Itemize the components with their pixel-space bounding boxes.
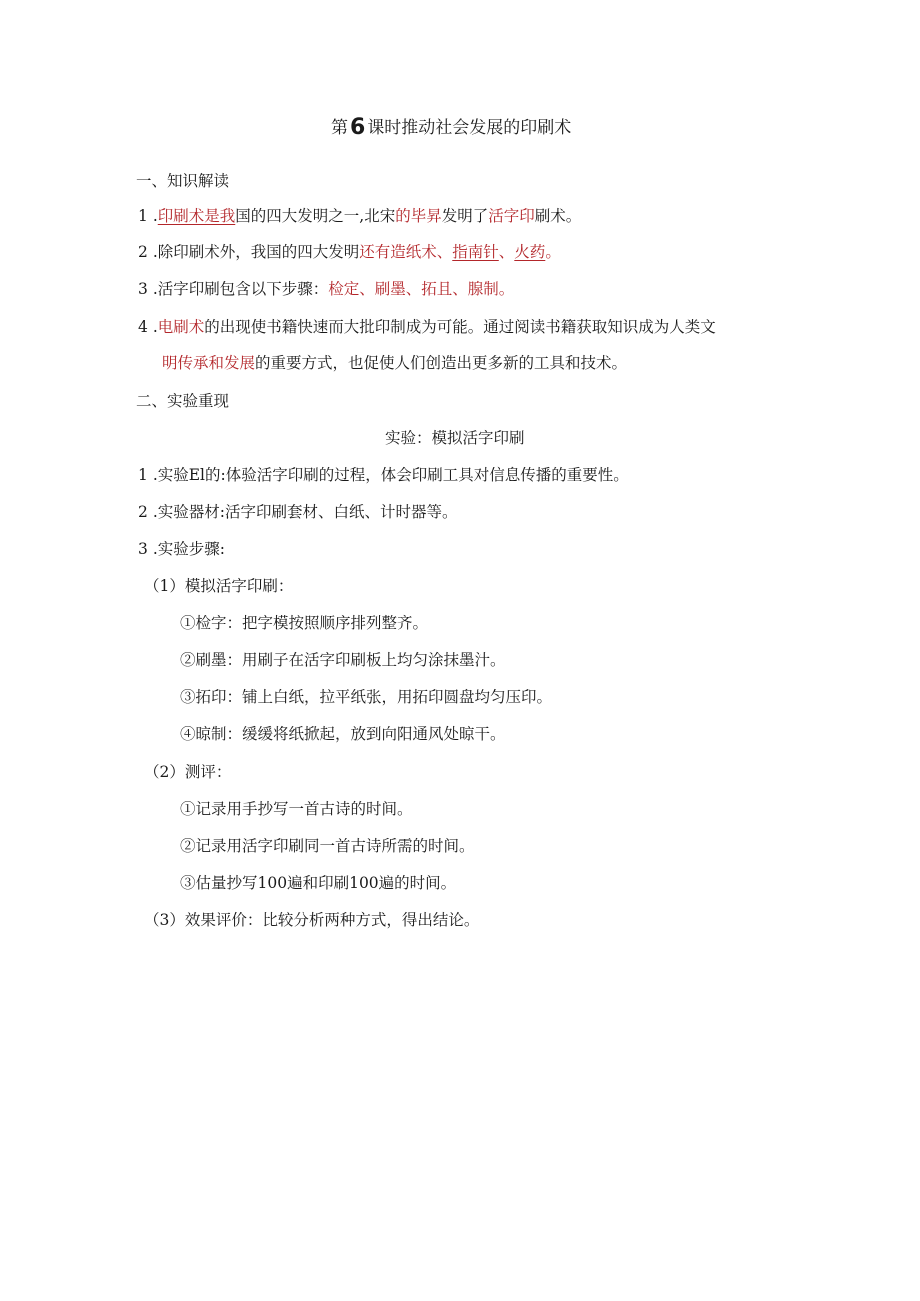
- item-text: 的出现使书籍快速而大批印制成为可能。通过阅读书籍获取知识成为人类文: [204, 318, 716, 336]
- item-text: .实验器材:活字印刷套材、白纸、计时器等。: [152, 503, 458, 521]
- item-number: 1: [138, 466, 148, 484]
- title-prefix: 第: [331, 118, 348, 138]
- answer-text: 检定、刷墨、拓且、腺制。: [328, 280, 515, 298]
- item-text: .: [152, 318, 158, 336]
- answer-text: 电刷术: [157, 318, 205, 336]
- item-text: 国的四大发明之一,北宋: [235, 207, 396, 225]
- answer-text: 。: [545, 243, 561, 261]
- step-item: ②刷墨：用刷子在活字印刷板上均匀涂抹墨汁。: [180, 651, 506, 669]
- item-number: 2: [138, 243, 148, 261]
- section-heading-experiment: 二、实验重现: [136, 392, 230, 410]
- step-item: ③拓印：铺上白纸，拉平纸张，用拓印圆盘均匀压印。: [180, 688, 553, 706]
- answer-text: 还有造纸术、: [359, 243, 453, 261]
- experiment-item-2: [138, 502, 457, 522]
- item-text: .: [152, 207, 158, 225]
- answer-text: 指南针: [452, 243, 499, 261]
- page-title: [331, 115, 572, 140]
- title-number: 6: [350, 115, 366, 140]
- answer-text: 活字印: [488, 207, 535, 225]
- item-text: .实验El的:体验活字印刷的过程，体会印刷工具对信息传播的重要性。: [152, 466, 629, 484]
- item-text: 发明了: [441, 207, 489, 225]
- experiment-item-1: [138, 465, 629, 485]
- item-number: 3: [138, 540, 148, 558]
- step-item: ①记录用手抄写一首古诗的时间。: [180, 800, 413, 818]
- knowledge-item-4: [138, 317, 716, 337]
- sub-step-label-2: （2）测评：: [144, 763, 232, 781]
- knowledge-item-4-continued: [162, 353, 627, 373]
- title-text: 课时推动社会发展的印刷术: [367, 118, 572, 138]
- step-item: ③估量抄写100遍和印刷100遍的时间。: [180, 874, 457, 892]
- knowledge-item-1: [138, 206, 581, 226]
- answer-text: 火药: [514, 243, 546, 261]
- knowledge-item-2: [138, 242, 561, 262]
- sub-step-label-1: （1）模拟活字印刷：: [144, 577, 294, 595]
- section-heading-knowledge: 一、知识解读: [136, 172, 230, 190]
- step-item: ④晾制：缓缓将纸掀起，放到向阳通风处晾干。: [180, 725, 506, 743]
- item-number: 4: [138, 318, 148, 336]
- experiment-item-3: [138, 539, 225, 559]
- answer-text: 明传承和发展: [162, 354, 256, 372]
- item-number: 3: [138, 280, 148, 298]
- sub-step-label-3: （3）效果评价：比较分析两种方式，得出结论。: [144, 911, 480, 929]
- item-text: 刷术。: [534, 207, 582, 225]
- item-text: .实验步骤:: [152, 540, 225, 558]
- step-item: ①检字：把字模按照顺序排列整齐。: [180, 614, 429, 632]
- item-text: .活字印刷包含以下步骤：: [152, 280, 329, 298]
- item-number: 2: [138, 503, 148, 521]
- knowledge-item-3: [138, 279, 514, 299]
- item-number: 1: [138, 207, 148, 225]
- experiment-title: 实验：模拟活字印刷: [385, 429, 525, 447]
- item-text: 的重要方式，也促使人们创造出更多新的工具和技术。: [255, 354, 628, 372]
- answer-text: 、: [498, 243, 515, 261]
- answer-text: 的毕昇: [395, 207, 442, 225]
- item-text: .除印刷术外，我国的四大发明: [152, 243, 360, 261]
- step-item: ②记录用活字印刷同一首古诗所需的时间。: [180, 837, 475, 855]
- answer-text: 印刷术是我: [157, 207, 236, 225]
